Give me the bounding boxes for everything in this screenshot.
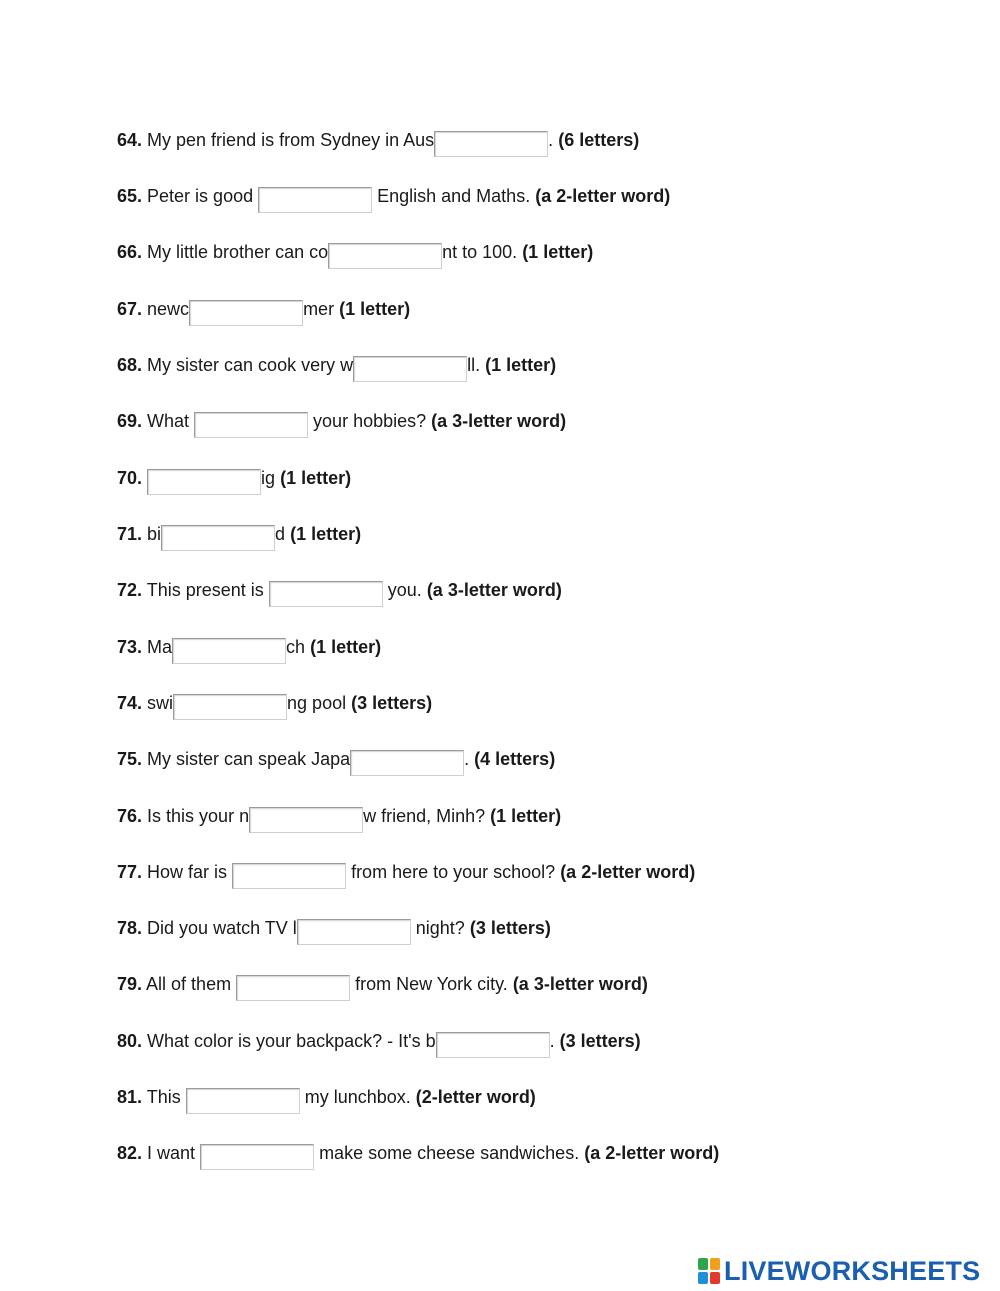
question-number: 68. [117,355,143,375]
question-text-after: nt to 100. [442,242,518,262]
question-hint: (a 3-letter word) [426,580,562,600]
answer-input-67[interactable] [189,300,303,326]
question-text-before: This [142,1087,186,1107]
question-text-after: w friend, Minh? [363,806,486,826]
question-70 [117,466,351,490]
question-hint: (1 letter) [339,299,411,319]
answer-input-69[interactable] [194,412,308,438]
answer-input-73[interactable] [172,638,286,664]
question-80 [117,1029,641,1053]
answer-input-72[interactable] [269,581,383,607]
question-82 [117,1141,719,1165]
question-number: 66. [117,242,143,262]
question-hint: (1 letter) [290,524,362,544]
question-text-after: . [464,749,470,769]
question-hint: (a 2-letter word) [535,186,671,206]
liveworksheets-logo[interactable] [698,1256,980,1286]
question-hint: (a 2-letter word) [560,862,696,882]
answer-input-64[interactable] [434,131,548,157]
question-74 [117,691,432,715]
question-hint: (a 3-letter word) [431,411,567,431]
question-71 [117,522,361,546]
question-text-after: ng pool [287,693,347,713]
question-text-after: you. [382,580,422,600]
question-text-after: English and Maths. [372,186,531,206]
question-text-before: This present is [142,580,269,600]
question-text-after: from New York city. [350,974,508,994]
question-number: 82. [117,1143,143,1163]
question-text-after: mer [303,299,335,319]
answer-input-66[interactable] [328,243,442,269]
answer-input-77[interactable] [232,863,346,889]
question-text-after: night? [410,918,465,938]
question-number: 74. [117,693,143,713]
question-number: 78. [117,918,143,938]
question-text-after: . [549,1031,555,1051]
question-78 [117,916,551,940]
question-hint: (a 2-letter word) [584,1143,720,1163]
question-number: 80. [117,1031,143,1051]
answer-input-78[interactable] [297,919,411,945]
question-text-before: My pen friend is from Sydney in Aus [142,130,435,150]
question-text-before: How far is [142,862,233,882]
question-text-after: ch [286,637,306,657]
question-65 [117,184,670,208]
question-text-before: Peter is good [142,186,259,206]
question-text-before: What color is your backpack? - It's b [142,1031,436,1051]
question-text-before: All of them [142,974,237,994]
answer-input-82[interactable] [200,1144,314,1170]
question-text-after: my lunchbox. [299,1087,411,1107]
question-67 [117,297,410,321]
question-number: 71. [117,524,143,544]
logo-text: LIVEWORKSHEETS [724,1255,981,1286]
question-69 [117,409,566,433]
question-text-before: My little brother can co [142,242,329,262]
question-81 [117,1085,536,1109]
question-79 [117,972,648,996]
question-66 [117,240,593,264]
question-text-before: bi [142,524,162,544]
question-77 [117,860,695,884]
question-hint: (1 letter) [485,355,557,375]
question-hint: (2-letter word) [415,1087,536,1107]
question-hint: (6 letters) [558,130,640,150]
question-number: 70. [117,468,143,488]
answer-input-65[interactable] [258,187,372,213]
question-number: 65. [117,186,143,206]
answer-input-80[interactable] [436,1032,550,1058]
question-text-before: I want [142,1143,201,1163]
question-73 [117,635,381,659]
question-number: 75. [117,749,143,769]
question-number: 73. [117,637,143,657]
question-number: 76. [117,806,143,826]
question-text-before: Did you watch TV l [142,918,297,938]
question-76 [117,804,561,828]
question-hint: (3 letters) [559,1031,641,1051]
question-text-after: make some cheese sandwiches. [314,1143,580,1163]
question-text-before: Is this your n [142,806,250,826]
answer-input-74[interactable] [173,694,287,720]
answer-input-79[interactable] [236,975,350,1001]
question-text-before: newc [142,299,190,319]
question-hint: (1 letter) [280,468,352,488]
question-64 [117,128,639,152]
question-number: 72. [117,580,143,600]
answer-input-71[interactable] [161,525,275,551]
question-number: 69. [117,411,143,431]
question-text-after: from here to your school? [346,862,556,882]
question-72 [117,578,562,602]
question-text-before: My sister can cook very w [142,355,354,375]
question-text-before: What [142,411,195,431]
question-text-before: swi [142,693,174,713]
answer-input-81[interactable] [186,1088,300,1114]
question-hint: (1 letter) [490,806,562,826]
question-hint: (1 letter) [310,637,382,657]
question-hint: (4 letters) [474,749,556,769]
question-number: 67. [117,299,143,319]
question-text-before: Ma [142,637,173,657]
liveworksheets-logo-icon [698,1258,720,1284]
question-75 [117,747,555,771]
question-number: 77. [117,862,143,882]
answer-input-68[interactable] [353,356,467,382]
question-text-after: ll. [467,355,481,375]
question-hint: (3 letters) [351,693,433,713]
question-text-after: your hobbies? [308,411,427,431]
question-hint: (3 letters) [469,918,551,938]
question-number: 81. [117,1087,143,1107]
question-number: 79. [117,974,143,994]
question-number: 64. [117,130,143,150]
question-hint: (a 3-letter word) [512,974,648,994]
question-text-after: ig [261,468,276,488]
answer-input-70[interactable] [147,469,261,495]
question-text-after: d [275,524,286,544]
answer-input-75[interactable] [350,750,464,776]
question-text-after: . [548,130,554,150]
answer-input-76[interactable] [249,807,363,833]
question-hint: (1 letter) [522,242,594,262]
question-68 [117,353,556,377]
question-text-before: My sister can speak Japa [142,749,351,769]
